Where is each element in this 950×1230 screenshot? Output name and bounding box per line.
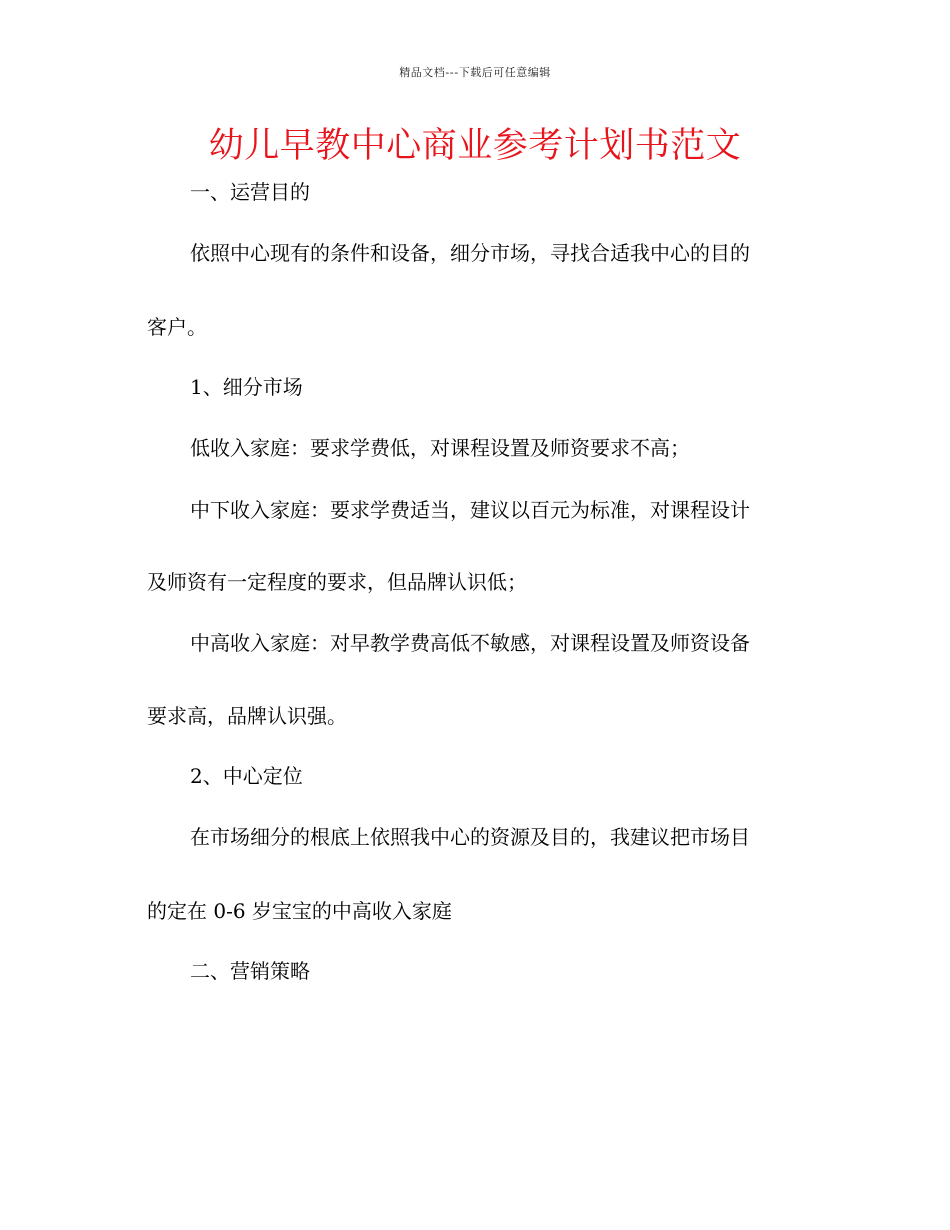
paragraph-line: 依照中心现有的条件和设备，细分市场，寻找合适我中心的目的 [190, 241, 750, 265]
paragraph-line: 要求高，品牌认识强。 [147, 704, 347, 728]
paragraph-line: 及师资有一定程度的要求，但品牌认识低； [147, 570, 527, 594]
paragraph-line: 的定在 0-6 岁宝宝的中高收入家庭 [147, 899, 452, 923]
paragraph-line: 在市场细分的根底上依照我中心的资源及目的，我建议把市场目 [190, 825, 750, 849]
paragraph-line: 低收入家庭：要求学费低，对课程设置及师资要求不高； [190, 436, 690, 460]
paragraph-line: 中高收入家庭：对早教学费高低不敏感，对课程设置及师资设备 [190, 631, 750, 655]
document-title: 幼儿早教中心商业参考计划书范文 [208, 126, 742, 166]
subsection-heading-center-positioning: 2、中心定位 [190, 764, 303, 788]
header-note: 精品文档---下载后可任意编辑 [399, 66, 551, 79]
paragraph-line: 中下收入家庭：要求学费适当，建议以百元为标准，对课程设计 [190, 498, 750, 522]
section-heading-marketing-strategy: 二、营销策略 [190, 959, 310, 983]
paragraph-line: 客户。 [147, 315, 207, 339]
subsection-heading-market-segmentation: 1、细分市场 [190, 375, 303, 399]
section-heading-operation-purpose: 一、运营目的 [190, 180, 310, 204]
